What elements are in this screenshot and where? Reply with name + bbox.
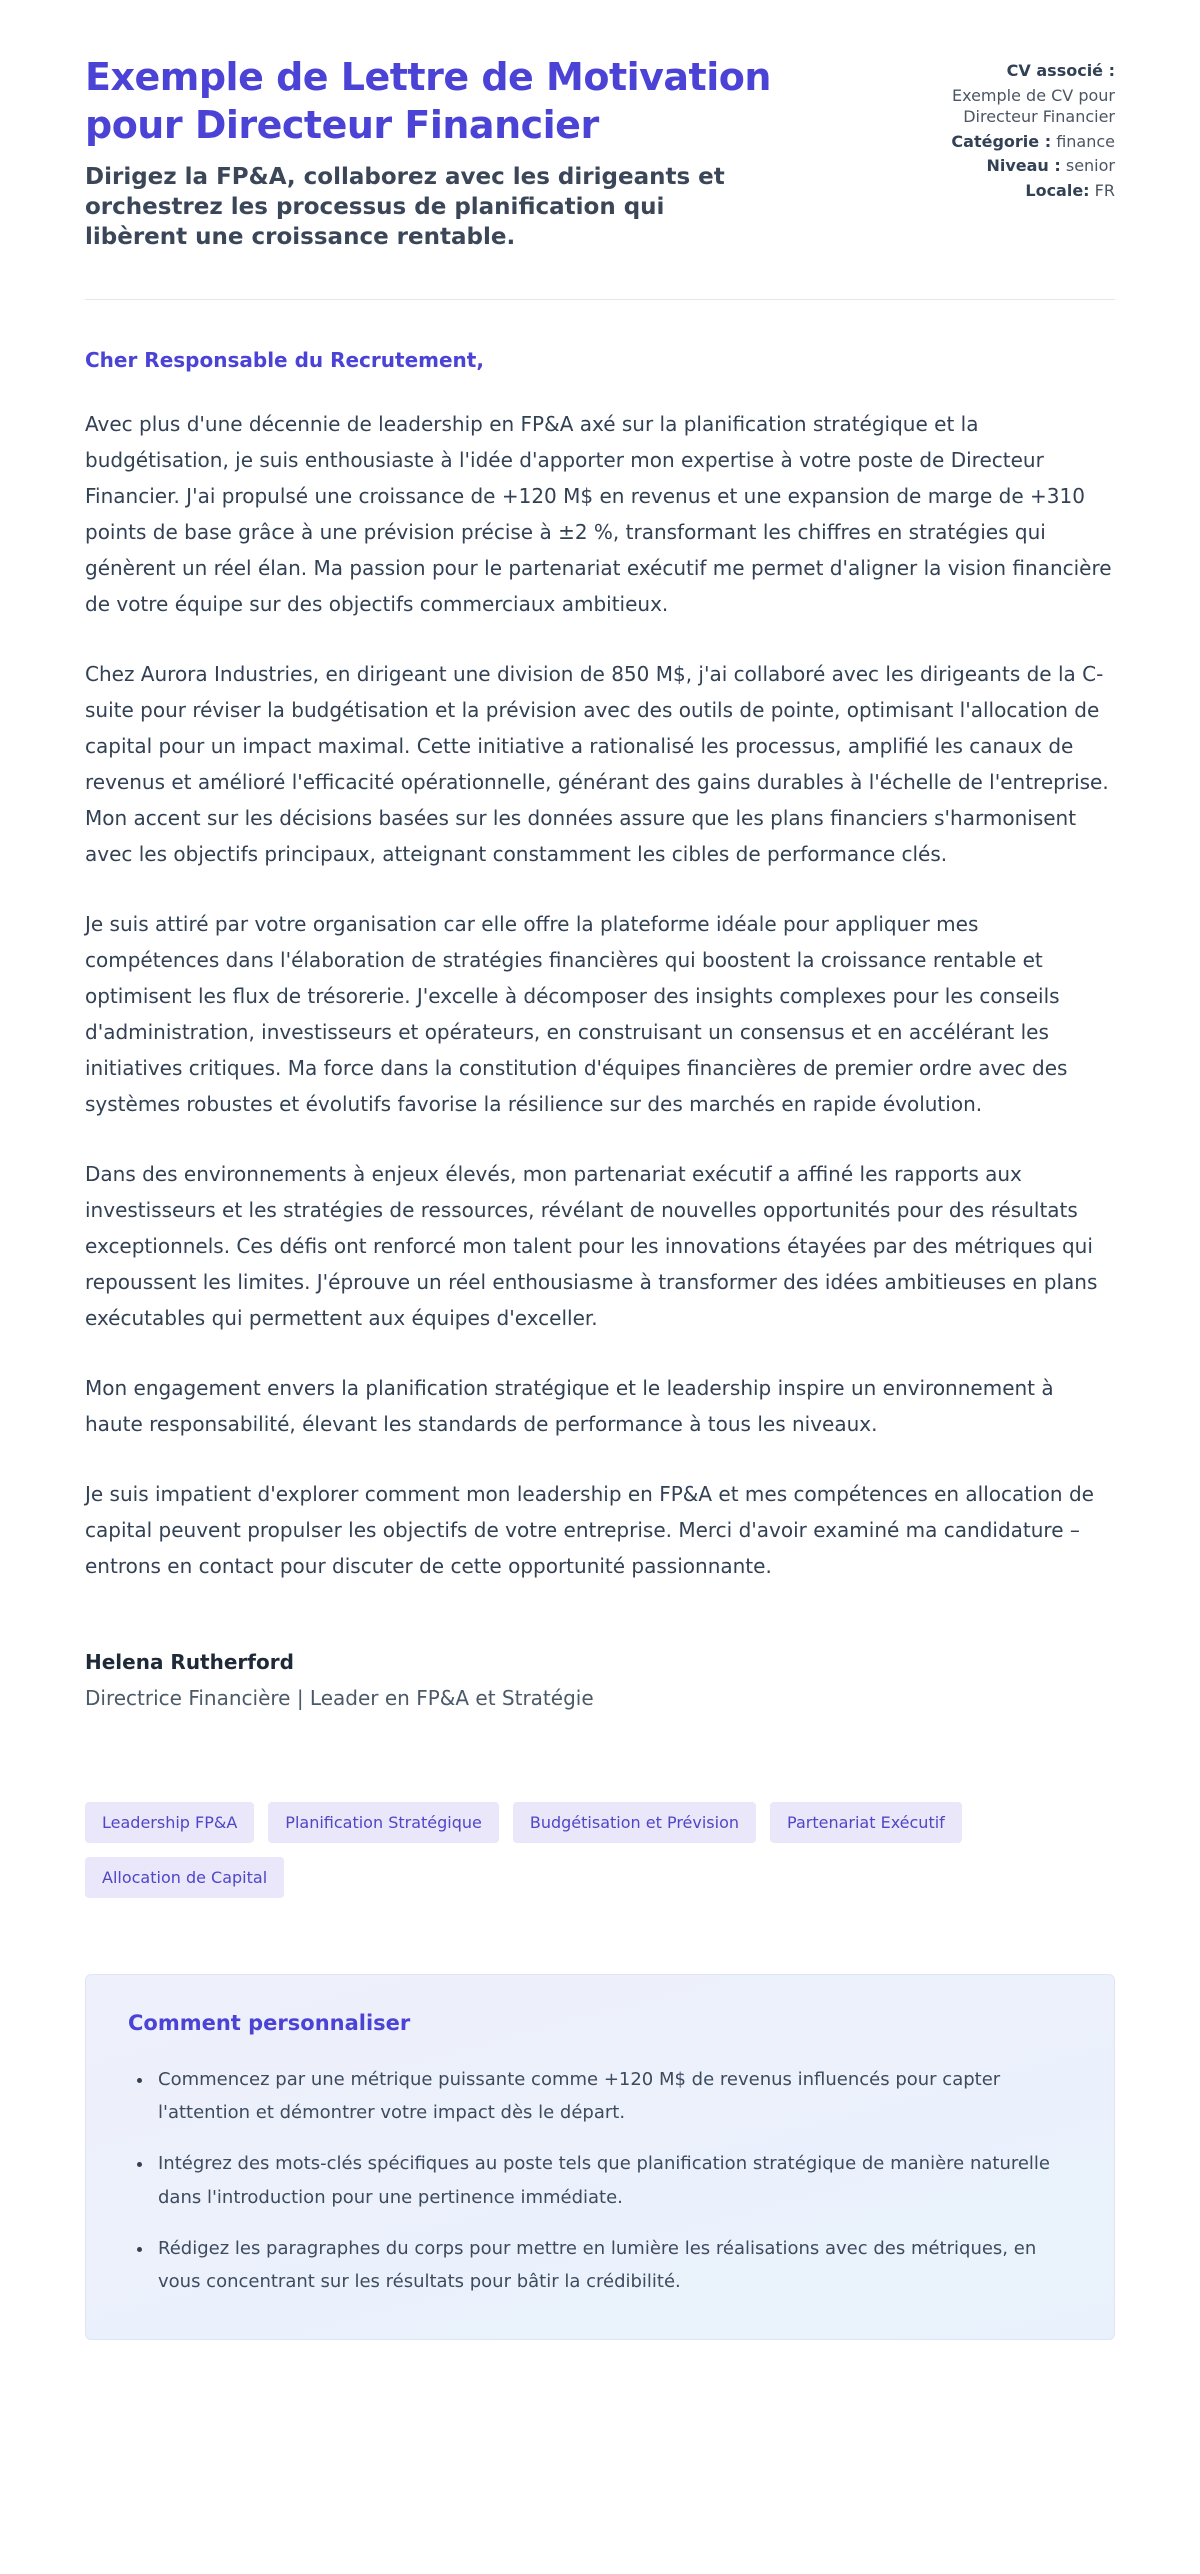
tag-partenariat-executif[interactable]: Partenariat Exécutif <box>770 1802 962 1843</box>
tips-list <box>128 2063 1072 2299</box>
meta-level <box>890 155 1115 177</box>
meta-category-label: Catégorie : <box>951 131 1052 151</box>
tag-allocation-capital[interactable]: Allocation de Capital <box>85 1857 284 1898</box>
meta-cv-value: Exemple de CV pour Directeur Financier <box>952 85 1115 127</box>
tag-budgetisation-prevision[interactable]: Budgétisation et Prévision <box>513 1802 756 1843</box>
letter-paragraph: Je suis impatient d'explorer comment mon leadership en FP&A et mes compétences en allocation de capital peuvent propulser les objectifs de votre entreprise. Merci d'avoir examiné ma candidature – entrons en contact pour discuter de cette opportunité passionnante. <box>85 1481 1094 1578</box>
meta-level-value: senior <box>1065 156 1115 176</box>
page-subtitle: Dirigez la FP&A, collaborez avec les dirigeants et orchestrez les processus de planification qui libèrent une croissance rentable. <box>85 163 725 251</box>
meta-locale-label: Locale: <box>1025 180 1090 200</box>
page-title: Exemple de Lettre de Motivation pour Directeur Financier <box>85 55 771 147</box>
tip-item: • Intégrez des mots-clés spécifiques au poste tels que planification stratégique de manière naturelle dans l'introduction pour une pertinence immédiate. <box>154 2147 1072 2214</box>
letter-paragraph: Mon engagement envers la planification stratégique et le leadership inspire un environnement à haute responsabilité, élevant les standards de performance à tous les niveaux. <box>85 1375 1054 1436</box>
header-title-block <box>85 54 850 253</box>
tag-leadership-fpa[interactable]: Leadership FP&A <box>85 1802 254 1843</box>
tip-item: • Rédigez les paragraphes du corps pour mettre en lumière les réalisations avec des métriques, en vous concentrant sur les résultats pour bâtir la crédibilité. <box>154 2232 1072 2299</box>
customization-tips-box <box>85 1974 1115 2340</box>
meta-cv-label-text: CV associé : <box>1006 61 1115 80</box>
letter-paragraph: Chez Aurora Industries, en dirigeant une division de 850 M$, j'ai collaboré avec les dirigeants de la C-suite pour réviser la budgétisation et la prévision avec des outils de pointe, optimisant l'allocation de capital pour un impact maximal. Cette initiative a rationalisé les processus, amplifié les canaux de revenus et amélioré l'efficacité opérationnelle, générant des gains durables à l'échelle de l'entreprise. Mon accent sur les décisions basées sur les données assure que les plans financiers s'harmonisent avec les objectifs principaux, atteignant constamment les cibles de performance clés. <box>85 661 1109 866</box>
meta-panel <box>890 54 1115 205</box>
page-header <box>85 54 1115 253</box>
letter-greeting: Cher Responsable du Recrutement, <box>85 347 484 372</box>
letter-body <box>85 348 1115 1710</box>
signature-name: Helena Rutherford <box>85 1649 294 1674</box>
header-divider <box>85 299 1115 300</box>
tip-item: • Commencez par une métrique puissante comme +120 M$ de revenus influencés pour capter l'attention et démontrer votre impact dès le départ. <box>154 2063 1072 2130</box>
meta-locale-value: FR <box>1094 180 1115 200</box>
letter-paragraph: Je suis attiré par votre organisation car elle offre la plateforme idéale pour appliquer mes compétences dans l'élaboration de stratégies financières qui boostent la croissance rentable et optimisent les flux de trésorerie. J'excelle à décomposer des insights complexes pour les conseils d'administration, investisseurs et opérateurs, en construisant un consensus et en accélérant les initiatives critiques. Ma force dans la constitution d'équipes financières de premier ordre avec des systèmes robustes et évolutifs favorise la résilience sur des marchés en rapide évolution. <box>85 911 1068 1116</box>
meta-locale <box>890 180 1115 202</box>
meta-category <box>890 131 1115 153</box>
signature-title: Directrice Financière | Leader en FP&A et Stratégie <box>85 1685 594 1710</box>
keyword-tags <box>85 1802 1115 1898</box>
letter-paragraph: Dans des environnements à enjeux élevés, mon partenariat exécutif a affiné les rapports aux investisseurs et les stratégies de ressources, révélant de nouvelles opportunités pour des résultats exceptionnels. Ces défis ont renforcé mon talent pour les innovations étayées par des métriques qui repoussent les limites. J'éprouve un réel enthousiasme à transformer des idées ambitieuses en plans exécutables qui permettent aux équipes d'exceller. <box>85 1161 1098 1330</box>
meta-level-label: Niveau : <box>986 156 1061 176</box>
meta-cv-label <box>890 60 1115 82</box>
tag-planification-strategique[interactable]: Planification Stratégique <box>268 1802 499 1843</box>
meta-category-value: finance <box>1056 131 1115 151</box>
tips-title: Comment personnaliser <box>128 2010 411 2035</box>
letter-paragraph: Avec plus d'une décennie de leadership en FP&A axé sur la planification stratégique et la budgétisation, je suis enthousiaste à l'idée d'apporter mon expertise à votre poste de Directeur Financier. J'ai propulsé une croissance de +120 M$ en revenus et une expansion de marge de +310 points de base grâce à une prévision précise à ±2 %, transformant les chiffres en stratégies qui génèrent un réel élan. Ma passion pour le partenariat exécutif me permet d'aligner la vision financière de votre équipe sur des objectifs commerciaux ambitieux. <box>85 411 1112 616</box>
